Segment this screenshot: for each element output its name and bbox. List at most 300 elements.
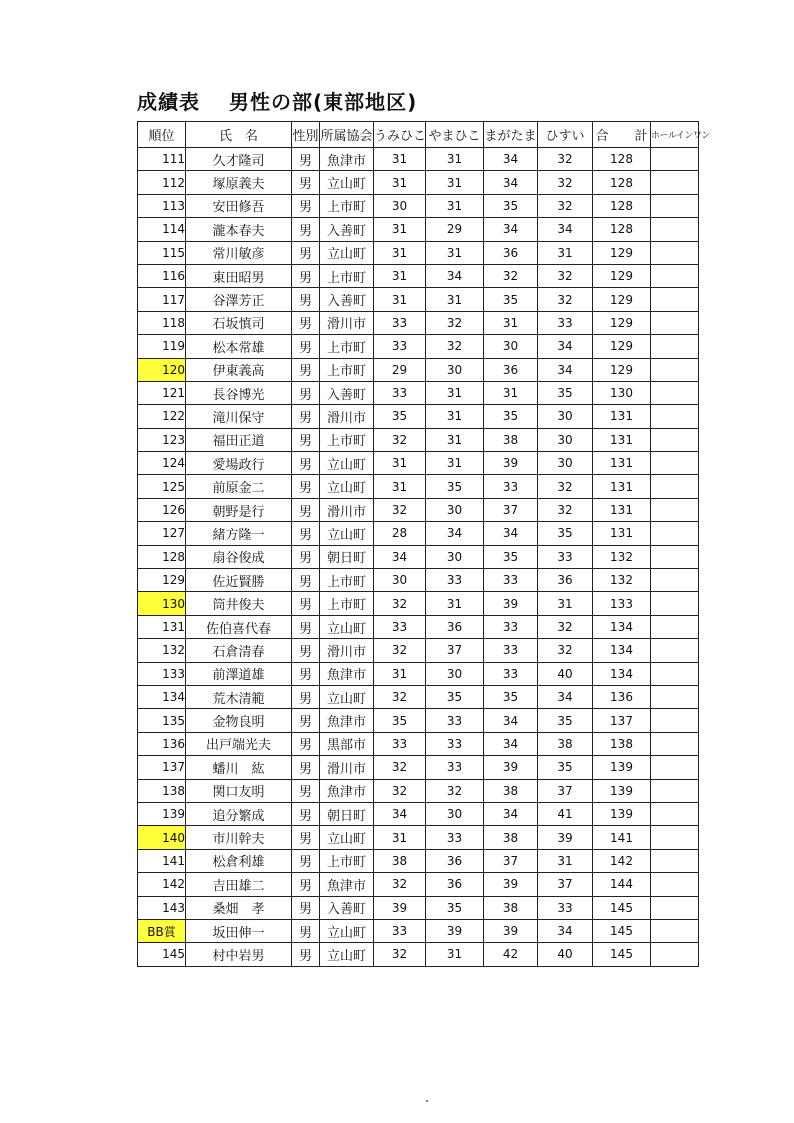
yamahiko-score-cell: 30 xyxy=(426,498,484,521)
yamahiko-score-cell: 32 xyxy=(426,779,484,802)
column-header-club: 所属協会 xyxy=(320,122,374,148)
name-cell: 市川幹夫 xyxy=(186,826,292,849)
umihiko-score-cell: 34 xyxy=(374,545,426,568)
total-score-cell: 145 xyxy=(593,896,651,919)
name-cell: 荒木清範 xyxy=(186,685,292,708)
umihiko-score-cell: 31 xyxy=(374,826,426,849)
column-header-magatama: まがたま xyxy=(484,122,538,148)
magatama-score-cell: 34 xyxy=(484,732,538,755)
name-cell: 扇谷俊成 xyxy=(186,545,292,568)
hisui-score-cell: 35 xyxy=(538,522,593,545)
column-header-hisui: ひすい xyxy=(538,122,593,148)
table-row xyxy=(138,592,699,615)
club-cell: 魚津市 xyxy=(320,779,374,802)
total-score-cell: 129 xyxy=(593,241,651,264)
hole-in-one-cell xyxy=(651,873,699,896)
magatama-score-cell: 31 xyxy=(484,311,538,334)
club-cell: 上市町 xyxy=(320,592,374,615)
yamahiko-score-cell: 30 xyxy=(426,358,484,381)
sex-cell: 男 xyxy=(292,919,320,942)
table-row xyxy=(138,826,699,849)
total-score-cell: 131 xyxy=(593,428,651,451)
club-cell: 滑川市 xyxy=(320,405,374,428)
column-header-hole-in-one: ホールインワン xyxy=(651,122,699,148)
rank-cell: 138 xyxy=(138,779,186,802)
hisui-score-cell: 32 xyxy=(538,615,593,638)
rank-cell: 137 xyxy=(138,756,186,779)
name-cell: 瀧本春夫 xyxy=(186,218,292,241)
name-cell: 追分繁成 xyxy=(186,802,292,825)
umihiko-score-cell: 31 xyxy=(374,452,426,475)
umihiko-score-cell: 31 xyxy=(374,218,426,241)
hole-in-one-cell xyxy=(651,849,699,872)
club-cell: 立山町 xyxy=(320,241,374,264)
table-row xyxy=(138,311,699,334)
sex-cell: 男 xyxy=(292,452,320,475)
magatama-score-cell: 33 xyxy=(484,475,538,498)
yamahiko-score-cell: 32 xyxy=(426,311,484,334)
name-cell: 関口友明 xyxy=(186,779,292,802)
club-cell: 上市町 xyxy=(320,335,374,358)
hisui-score-cell: 40 xyxy=(538,662,593,685)
yamahiko-score-cell: 33 xyxy=(426,826,484,849)
club-cell: 立山町 xyxy=(320,685,374,708)
hole-in-one-cell xyxy=(651,569,699,592)
table-row xyxy=(138,545,699,568)
sex-cell: 男 xyxy=(292,148,320,171)
umihiko-score-cell: 31 xyxy=(374,662,426,685)
yamahiko-score-cell: 37 xyxy=(426,639,484,662)
magatama-score-cell: 38 xyxy=(484,779,538,802)
sex-cell: 男 xyxy=(292,498,320,521)
rank-cell: 140 xyxy=(138,826,186,849)
hisui-score-cell: 35 xyxy=(538,756,593,779)
table-row xyxy=(138,148,699,171)
magatama-score-cell: 39 xyxy=(484,452,538,475)
name-cell: 谷澤芳正 xyxy=(186,288,292,311)
sex-cell: 男 xyxy=(292,732,320,755)
total-score-cell: 136 xyxy=(593,685,651,708)
rank-cell: 129 xyxy=(138,569,186,592)
yamahiko-score-cell: 30 xyxy=(426,545,484,568)
total-score-cell: 129 xyxy=(593,288,651,311)
club-cell: 朝日町 xyxy=(320,802,374,825)
column-header-yamahiko: やまひこ xyxy=(426,122,484,148)
magatama-score-cell: 32 xyxy=(484,264,538,287)
name-cell: 金物良明 xyxy=(186,709,292,732)
club-cell: 滑川市 xyxy=(320,756,374,779)
hisui-score-cell: 35 xyxy=(538,381,593,404)
magatama-score-cell: 34 xyxy=(484,218,538,241)
sex-cell: 男 xyxy=(292,218,320,241)
umihiko-score-cell: 31 xyxy=(374,475,426,498)
yamahiko-score-cell: 31 xyxy=(426,428,484,451)
yamahiko-score-cell: 29 xyxy=(426,218,484,241)
yamahiko-score-cell: 36 xyxy=(426,615,484,638)
club-cell: 滑川市 xyxy=(320,639,374,662)
hole-in-one-cell xyxy=(651,358,699,381)
name-cell: 松倉利雄 xyxy=(186,849,292,872)
rank-cell: 132 xyxy=(138,639,186,662)
umihiko-score-cell: 33 xyxy=(374,615,426,638)
table-row xyxy=(138,615,699,638)
yamahiko-score-cell: 35 xyxy=(426,896,484,919)
hisui-score-cell: 36 xyxy=(538,569,593,592)
club-cell: 立山町 xyxy=(320,919,374,942)
magatama-score-cell: 37 xyxy=(484,849,538,872)
column-header-sex: 性別 xyxy=(292,122,320,148)
rank-cell: 123 xyxy=(138,428,186,451)
name-cell: 石倉清春 xyxy=(186,639,292,662)
sex-cell: 男 xyxy=(292,171,320,194)
magatama-score-cell: 35 xyxy=(484,288,538,311)
magatama-score-cell: 39 xyxy=(484,919,538,942)
sex-cell: 男 xyxy=(292,873,320,896)
hole-in-one-cell xyxy=(651,288,699,311)
club-cell: 立山町 xyxy=(320,475,374,498)
sex-cell: 男 xyxy=(292,756,320,779)
rank-cell: 128 xyxy=(138,545,186,568)
hole-in-one-cell xyxy=(651,405,699,428)
table-row xyxy=(138,919,699,942)
rank-cell: 117 xyxy=(138,288,186,311)
hisui-score-cell: 33 xyxy=(538,545,593,568)
sex-cell: 男 xyxy=(292,264,320,287)
yamahiko-score-cell: 31 xyxy=(426,241,484,264)
table-row xyxy=(138,452,699,475)
column-header-umihiko: うみひこ xyxy=(374,122,426,148)
sex-cell: 男 xyxy=(292,381,320,404)
rank-cell: 135 xyxy=(138,709,186,732)
sex-cell: 男 xyxy=(292,709,320,732)
hole-in-one-cell xyxy=(651,475,699,498)
hole-in-one-cell xyxy=(651,802,699,825)
hisui-score-cell: 35 xyxy=(538,709,593,732)
magatama-score-cell: 42 xyxy=(484,943,538,966)
magatama-score-cell: 34 xyxy=(484,522,538,545)
hisui-score-cell: 34 xyxy=(538,335,593,358)
club-cell: 魚津市 xyxy=(320,148,374,171)
hisui-score-cell: 32 xyxy=(538,148,593,171)
table-row xyxy=(138,802,699,825)
table-row xyxy=(138,569,699,592)
hole-in-one-cell xyxy=(651,615,699,638)
magatama-score-cell: 33 xyxy=(484,569,538,592)
hisui-score-cell: 37 xyxy=(538,779,593,802)
table-row xyxy=(138,709,699,732)
name-cell: 安田修吾 xyxy=(186,194,292,217)
hisui-score-cell: 32 xyxy=(538,171,593,194)
hisui-score-cell: 32 xyxy=(538,475,593,498)
yamahiko-score-cell: 33 xyxy=(426,569,484,592)
umihiko-score-cell: 38 xyxy=(374,849,426,872)
umihiko-score-cell: 31 xyxy=(374,148,426,171)
umihiko-score-cell: 32 xyxy=(374,428,426,451)
club-cell: 入善町 xyxy=(320,288,374,311)
yamahiko-score-cell: 31 xyxy=(426,288,484,311)
total-score-cell: 144 xyxy=(593,873,651,896)
rank-cell: 139 xyxy=(138,802,186,825)
total-score-cell: 138 xyxy=(593,732,651,755)
yamahiko-score-cell: 35 xyxy=(426,475,484,498)
yamahiko-score-cell: 31 xyxy=(426,171,484,194)
club-cell: 立山町 xyxy=(320,452,374,475)
rank-cell: 114 xyxy=(138,218,186,241)
name-cell: 佐近賢勝 xyxy=(186,569,292,592)
hisui-score-cell: 32 xyxy=(538,639,593,662)
magatama-score-cell: 35 xyxy=(484,194,538,217)
hisui-score-cell: 30 xyxy=(538,428,593,451)
club-cell: 立山町 xyxy=(320,826,374,849)
total-score-cell: 132 xyxy=(593,545,651,568)
umihiko-score-cell: 35 xyxy=(374,709,426,732)
hisui-score-cell: 32 xyxy=(538,288,593,311)
rank-cell: 121 xyxy=(138,381,186,404)
yamahiko-score-cell: 35 xyxy=(426,685,484,708)
table-row xyxy=(138,358,699,381)
umihiko-score-cell: 32 xyxy=(374,943,426,966)
rank-cell: 142 xyxy=(138,873,186,896)
umihiko-score-cell: 33 xyxy=(374,732,426,755)
table-row xyxy=(138,405,699,428)
rank-cell: 115 xyxy=(138,241,186,264)
magatama-score-cell: 30 xyxy=(484,335,538,358)
name-cell: 筒井俊夫 xyxy=(186,592,292,615)
column-header-rank: 順位 xyxy=(138,122,186,148)
magatama-score-cell: 34 xyxy=(484,171,538,194)
hisui-score-cell: 33 xyxy=(538,311,593,334)
sex-cell: 男 xyxy=(292,615,320,638)
hole-in-one-cell xyxy=(651,896,699,919)
table-row xyxy=(138,732,699,755)
magatama-score-cell: 38 xyxy=(484,428,538,451)
umihiko-score-cell: 33 xyxy=(374,381,426,404)
umihiko-score-cell: 29 xyxy=(374,358,426,381)
umihiko-score-cell: 32 xyxy=(374,498,426,521)
table-row xyxy=(138,381,699,404)
magatama-score-cell: 39 xyxy=(484,592,538,615)
name-cell: 伊東義高 xyxy=(186,358,292,381)
total-score-cell: 145 xyxy=(593,919,651,942)
magatama-score-cell: 34 xyxy=(484,148,538,171)
club-cell: 入善町 xyxy=(320,218,374,241)
club-cell: 滑川市 xyxy=(320,311,374,334)
rank-cell: 131 xyxy=(138,615,186,638)
hole-in-one-cell xyxy=(651,381,699,404)
total-score-cell: 134 xyxy=(593,662,651,685)
total-score-cell: 132 xyxy=(593,569,651,592)
name-cell: 塚原義夫 xyxy=(186,171,292,194)
hole-in-one-cell xyxy=(651,639,699,662)
yamahiko-score-cell: 33 xyxy=(426,756,484,779)
name-cell: 吉田雄二 xyxy=(186,873,292,896)
magatama-score-cell: 37 xyxy=(484,498,538,521)
rank-cell: 118 xyxy=(138,311,186,334)
total-score-cell: 134 xyxy=(593,639,651,662)
rank-cell: 141 xyxy=(138,849,186,872)
umihiko-score-cell: 31 xyxy=(374,264,426,287)
hole-in-one-cell xyxy=(651,709,699,732)
hisui-score-cell: 31 xyxy=(538,849,593,872)
umihiko-score-cell: 31 xyxy=(374,241,426,264)
magatama-score-cell: 35 xyxy=(484,545,538,568)
name-cell: 蟠川 紘 xyxy=(186,756,292,779)
hole-in-one-cell xyxy=(651,498,699,521)
magatama-score-cell: 33 xyxy=(484,615,538,638)
name-cell: 佐伯喜代春 xyxy=(186,615,292,638)
hole-in-one-cell xyxy=(651,264,699,287)
rank-cell: 133 xyxy=(138,662,186,685)
table-body xyxy=(138,148,699,967)
magatama-score-cell: 39 xyxy=(484,873,538,896)
umihiko-score-cell: 32 xyxy=(374,779,426,802)
magatama-score-cell: 35 xyxy=(484,685,538,708)
magatama-score-cell: 36 xyxy=(484,358,538,381)
total-score-cell: 128 xyxy=(593,148,651,171)
total-score-cell: 129 xyxy=(593,311,651,334)
name-cell: 長谷博光 xyxy=(186,381,292,404)
club-cell: 魚津市 xyxy=(320,873,374,896)
yamahiko-score-cell: 34 xyxy=(426,522,484,545)
hisui-score-cell: 32 xyxy=(538,194,593,217)
table-row xyxy=(138,218,699,241)
yamahiko-score-cell: 34 xyxy=(426,264,484,287)
umihiko-score-cell: 39 xyxy=(374,896,426,919)
hisui-score-cell: 34 xyxy=(538,685,593,708)
club-cell: 上市町 xyxy=(320,428,374,451)
yamahiko-score-cell: 30 xyxy=(426,802,484,825)
total-score-cell: 145 xyxy=(593,943,651,966)
rank-cell: 126 xyxy=(138,498,186,521)
sex-cell: 男 xyxy=(292,662,320,685)
hisui-score-cell: 31 xyxy=(538,592,593,615)
total-score-cell: 129 xyxy=(593,358,651,381)
umihiko-score-cell: 32 xyxy=(374,873,426,896)
sex-cell: 男 xyxy=(292,194,320,217)
name-cell: 坂田伸一 xyxy=(186,919,292,942)
rank-cell: 112 xyxy=(138,171,186,194)
hole-in-one-cell xyxy=(651,943,699,966)
hole-in-one-cell xyxy=(651,522,699,545)
column-header-total: 合 計 xyxy=(593,122,651,148)
total-score-cell: 131 xyxy=(593,475,651,498)
name-cell: 桑畑 孝 xyxy=(186,896,292,919)
sex-cell: 男 xyxy=(292,311,320,334)
club-cell: 滑川市 xyxy=(320,498,374,521)
hole-in-one-cell xyxy=(651,452,699,475)
club-cell: 黒部市 xyxy=(320,732,374,755)
total-score-cell: 128 xyxy=(593,171,651,194)
magatama-score-cell: 35 xyxy=(484,405,538,428)
total-score-cell: 139 xyxy=(593,779,651,802)
sex-cell: 男 xyxy=(292,475,320,498)
rank-cell: 134 xyxy=(138,685,186,708)
sex-cell: 男 xyxy=(292,241,320,264)
name-cell: 常川敏彦 xyxy=(186,241,292,264)
table-row xyxy=(138,873,699,896)
hole-in-one-cell xyxy=(651,545,699,568)
hole-in-one-cell xyxy=(651,919,699,942)
hole-in-one-cell xyxy=(651,732,699,755)
table-row xyxy=(138,685,699,708)
club-cell: 上市町 xyxy=(320,569,374,592)
results-table xyxy=(137,121,710,967)
umihiko-score-cell: 33 xyxy=(374,335,426,358)
total-score-cell: 129 xyxy=(593,264,651,287)
umihiko-score-cell: 30 xyxy=(374,194,426,217)
club-cell: 朝日町 xyxy=(320,545,374,568)
rank-cell: 143 xyxy=(138,896,186,919)
hisui-score-cell: 40 xyxy=(538,943,593,966)
hisui-score-cell: 34 xyxy=(538,358,593,381)
total-score-cell: 142 xyxy=(593,849,651,872)
sex-cell: 男 xyxy=(292,826,320,849)
magatama-score-cell: 38 xyxy=(484,896,538,919)
sex-cell: 男 xyxy=(292,896,320,919)
hisui-score-cell: 32 xyxy=(538,264,593,287)
rank-cell: 119 xyxy=(138,335,186,358)
name-cell: 久才隆司 xyxy=(186,148,292,171)
umihiko-score-cell: 32 xyxy=(374,685,426,708)
yamahiko-score-cell: 31 xyxy=(426,592,484,615)
yamahiko-score-cell: 32 xyxy=(426,335,484,358)
hole-in-one-cell xyxy=(651,428,699,451)
sex-cell: 男 xyxy=(292,569,320,592)
table-row xyxy=(138,662,699,685)
total-score-cell: 133 xyxy=(593,592,651,615)
umihiko-score-cell: 31 xyxy=(374,288,426,311)
total-score-cell: 137 xyxy=(593,709,651,732)
sex-cell: 男 xyxy=(292,428,320,451)
rank-cell: 130 xyxy=(138,592,186,615)
magatama-score-cell: 33 xyxy=(484,639,538,662)
hole-in-one-cell xyxy=(651,241,699,264)
table-row xyxy=(138,639,699,662)
column-header-name: 氏 名 xyxy=(186,122,292,148)
hisui-score-cell: 38 xyxy=(538,732,593,755)
name-cell: 前原金二 xyxy=(186,475,292,498)
umihiko-score-cell: 30 xyxy=(374,569,426,592)
sex-cell: 男 xyxy=(292,358,320,381)
total-score-cell: 131 xyxy=(593,498,651,521)
yamahiko-score-cell: 31 xyxy=(426,148,484,171)
name-cell: 松本常雄 xyxy=(186,335,292,358)
magatama-score-cell: 33 xyxy=(484,662,538,685)
total-score-cell: 130 xyxy=(593,381,651,404)
name-cell: 出戸端光夫 xyxy=(186,732,292,755)
hisui-score-cell: 30 xyxy=(538,452,593,475)
name-cell: 滝川保守 xyxy=(186,405,292,428)
rank-cell: 125 xyxy=(138,475,186,498)
hisui-score-cell: 30 xyxy=(538,405,593,428)
sex-cell: 男 xyxy=(292,779,320,802)
sex-cell: 男 xyxy=(292,592,320,615)
club-cell: 立山町 xyxy=(320,171,374,194)
table-row xyxy=(138,288,699,311)
hisui-score-cell: 34 xyxy=(538,919,593,942)
yamahiko-score-cell: 33 xyxy=(426,732,484,755)
table-row xyxy=(138,241,699,264)
hole-in-one-cell xyxy=(651,218,699,241)
club-cell: 魚津市 xyxy=(320,662,374,685)
umihiko-score-cell: 32 xyxy=(374,756,426,779)
yamahiko-score-cell: 33 xyxy=(426,709,484,732)
yamahiko-score-cell: 31 xyxy=(426,405,484,428)
rank-cell: 122 xyxy=(138,405,186,428)
rank-cell: 111 xyxy=(138,148,186,171)
hisui-score-cell: 39 xyxy=(538,826,593,849)
total-score-cell: 141 xyxy=(593,826,651,849)
